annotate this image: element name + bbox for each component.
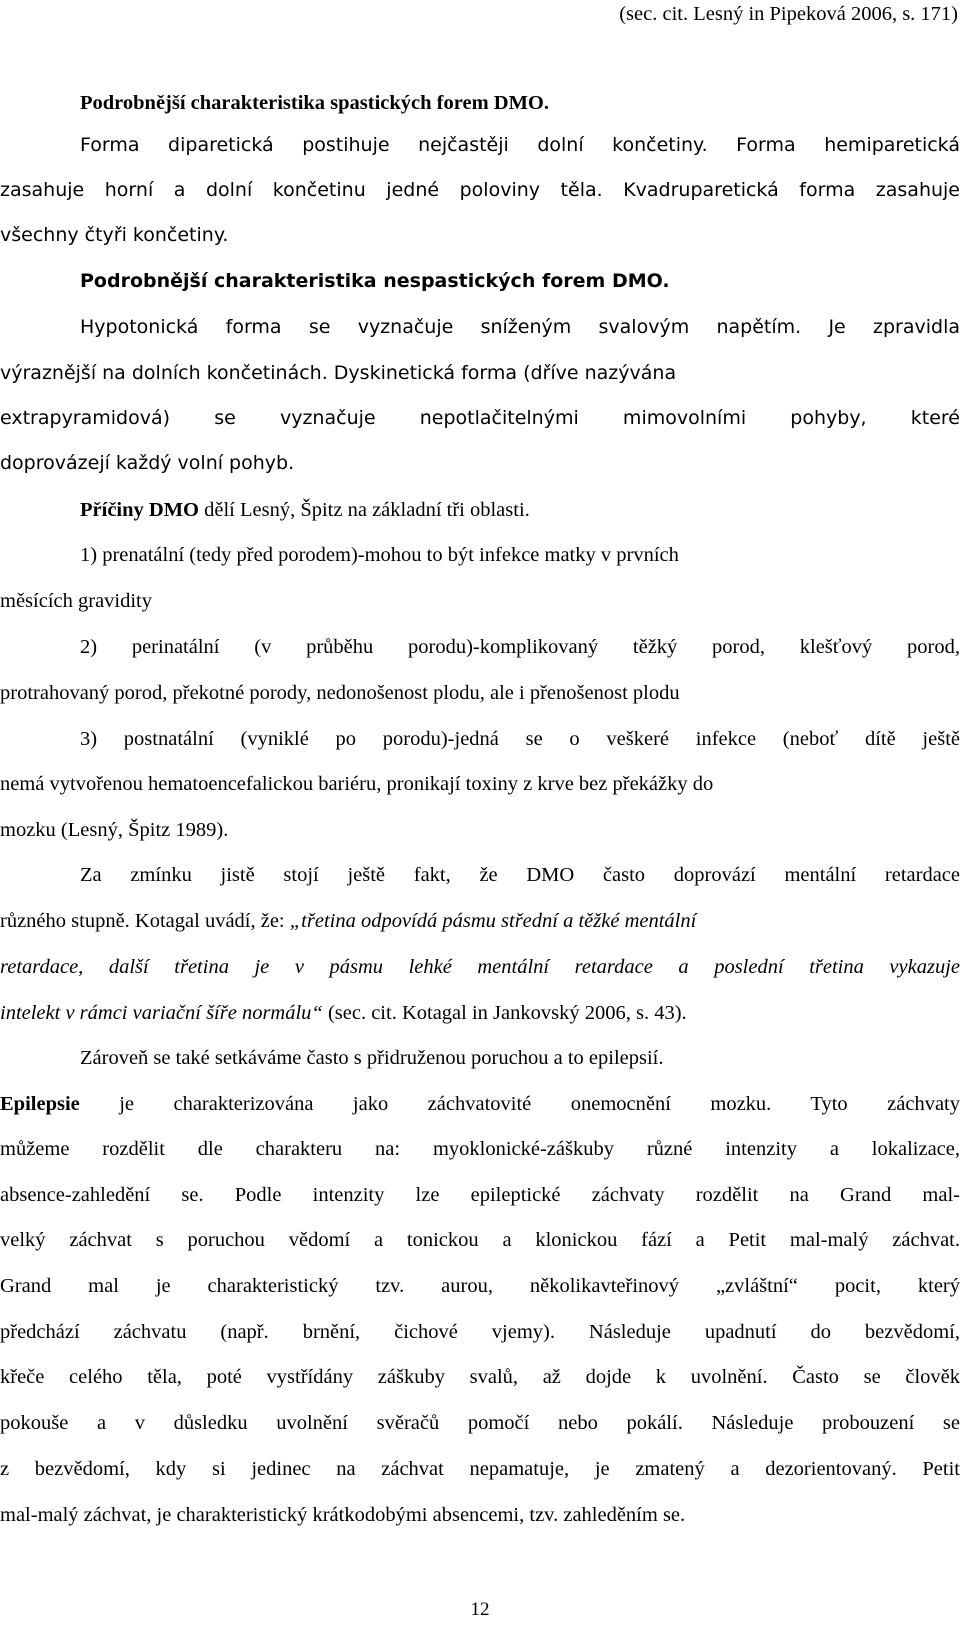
paragraph-line: [0, 1080, 960, 1128]
plain-text: je charakterizována jako záchvatovité onemocnění mozku. Tyto záchvaty: [79, 1093, 960, 1115]
list-item-continuation: měsících gravidity: [0, 590, 152, 612]
quoted-text: intelekt v rámci variační šíře normálu“: [0, 1002, 323, 1024]
paragraph-line: [0, 989, 960, 1037]
quoted-text: „třetina odpovídá pásmu střední a těžké mentální: [289, 910, 697, 932]
plain-text: různého stupně. Kotagal uvádí, že:: [0, 910, 290, 932]
paragraph-line: Za zmínku jistě stojí ještě fakt, že DMO často doprovází mentální retardace: [80, 864, 960, 886]
list-item-continuation: mozku (Lesný, Špitz 1989).: [0, 819, 229, 841]
paragraph-line: z bezvědomí, kdy si jedinec na záchvat nepamatuje, je zmatený a dezorientovaný. Petit: [0, 1458, 960, 1480]
paragraph-line: zasahuje horní a dolní končetinu jedné poloviny těla. Kvadruparetická forma zasahuje: [0, 179, 960, 201]
plain-text: (sec. cit. Kotagal in Jankovský 2006, s. 43).: [322, 1002, 687, 1024]
causes-heading-rest: dělí Lesný, Špitz na základní tři oblasti.: [199, 499, 530, 521]
paragraph-line: doprovázejí každý volní pohyb.: [0, 452, 295, 474]
paragraph-line: výraznější na dolních končetinách. Dyskinetická forma (dříve nazývána: [0, 362, 677, 384]
paragraph-line: předchází záchvatu (např. brnění, čichové vjemy). Následuje upadnutí do bezvědomí,: [0, 1321, 960, 1343]
paragraph-line: pokouše a v důsledku uvolnění svěračů pomočí nebo pokálí. Následuje probouzení se: [0, 1412, 960, 1434]
spastic-heading: Podrobnější charakteristika spastických forem DMO.: [80, 92, 550, 114]
nonspastic-heading: Podrobnější charakteristika nespastických forem DMO.: [80, 270, 670, 292]
paragraph-line: extrapyramidová) se vyznačuje nepotlačitelnými mimovolními pohyby, které: [0, 407, 960, 429]
paragraph-line: můžeme rozdělit dle charakteru na: myoklonické-záškuby různé intenzity a lokalizace,: [0, 1138, 960, 1160]
epilepsy-term: Epilepsie: [0, 1093, 80, 1115]
paragraph-line: velký záchvat s poruchou vědomí a tonickou a klonickou fází a Petit mal-malý záchvat.: [0, 1229, 960, 1251]
paragraph-line: Zároveň se také setkáváme často s přidruženou poruchou a to epilepsií.: [80, 1047, 664, 1069]
list-item-continuation: protrahovaný porod, překotné porody, nedonošenost plodu, ale i přenošenost plodu: [0, 682, 680, 704]
list-item: 2) perinatální (v průběhu porodu)-komplikovaný těžký porod, klešťový porod,: [80, 636, 960, 658]
top-citation: (sec. cit. Lesný in Pipeková 2006, s. 171): [619, 3, 958, 25]
list-item: 1) prenatální (tedy před porodem)-mohou to být infekce matky v prvních: [80, 544, 679, 566]
causes-heading: [80, 486, 960, 534]
paragraph-line: [0, 897, 960, 945]
paragraph-line: absence-zahledění se. Podle intenzity lze epileptické záchvaty rozdělit na Grand mal-: [0, 1184, 960, 1206]
list-item: 3) postnatální (vyniklé po porodu)-jedná se o veškeré infekce (neboť dítě ještě: [80, 728, 960, 750]
list-item-continuation: nemá vytvořenou hematoencefalickou bariéru, pronikají toxiny z krve bez překážky do: [0, 773, 714, 795]
quoted-line: retardace, další třetina je v pásmu lehké mentální retardace a poslední třetina vykazuje: [0, 956, 960, 978]
page-number: 12: [470, 1599, 490, 1620]
paragraph-line: Forma diparetická postihuje nejčastěji dolní končetiny. Forma hemiparetická: [80, 134, 960, 156]
paragraph-line: Grand mal je charakteristický tzv. aurou, několikavteřinový „zvláštní“ pocit, který: [0, 1275, 960, 1297]
paragraph-line: Hypotonická forma se vyznačuje sníženým svalovým napětím. Je zpravidla: [80, 316, 960, 338]
paragraph-line: mal-malý záchvat, je charakteristický krátkodobými absencemi, tzv. zahleděním se.: [0, 1504, 686, 1526]
paragraph-line: všechny čtyři končetiny.: [0, 224, 229, 246]
paragraph-line: křeče celého těla, poté vystřídány záškuby svalů, až dojde k uvolnění. Často se člověk: [0, 1366, 960, 1388]
causes-heading-bold: Příčiny DMO: [80, 499, 199, 521]
